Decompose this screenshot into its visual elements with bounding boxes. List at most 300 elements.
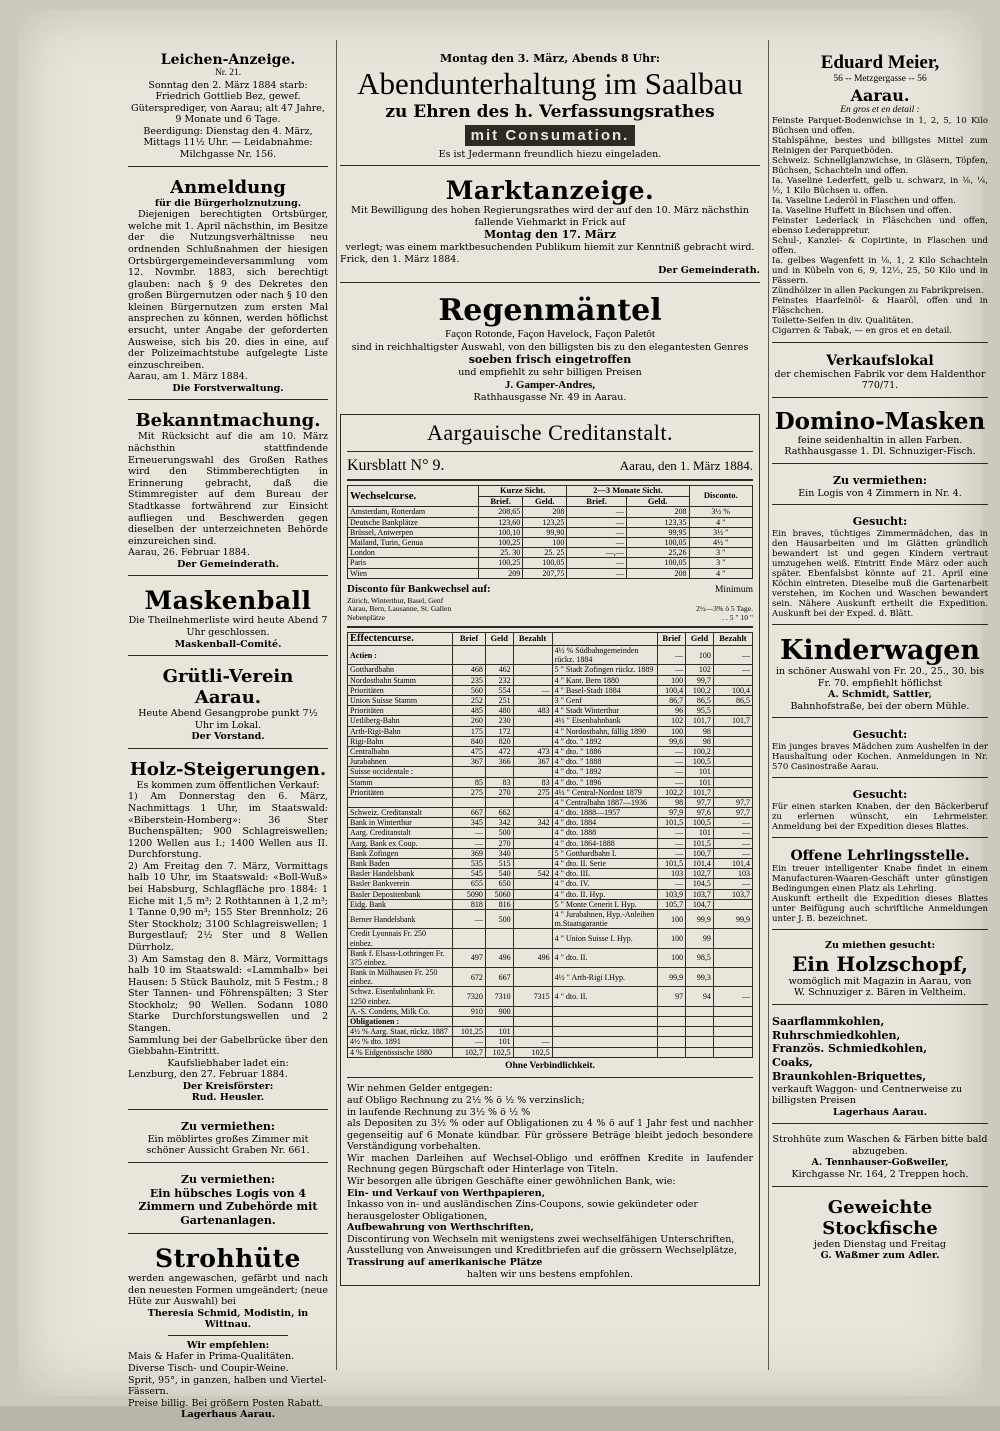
ad-verkaufslokal: [772, 353, 988, 398]
table-row: [348, 838, 753, 848]
cell-right-title: 4 " dto. 1888: [552, 828, 657, 838]
cell: —: [567, 568, 626, 578]
ad-note: Sammlung bei der Gabelbrücke über den Giebbahn-Eintrittt.: [128, 1034, 328, 1058]
ad-zu-vermiethen-2: [128, 1173, 328, 1234]
cell: 123,35: [626, 517, 689, 527]
cell-title: Jurabahnen: [348, 757, 453, 767]
table-row: [348, 1027, 753, 1037]
cell: —: [713, 665, 752, 675]
ad-item: Feinstes Haarfeinöl- & Haaröl, offen und in Fläschchen.: [772, 296, 988, 317]
cell: 101,7: [686, 716, 714, 726]
cell-title: Credit Lyonnais Fr. 250 einbez.: [348, 929, 453, 948]
cell: 102: [686, 665, 714, 675]
cell: 104,7: [686, 899, 714, 909]
table-row: [348, 899, 753, 909]
bank-services-p2: auf Obligo Rechnung zu 2½ % ö ½ % verzinslich;: [347, 1094, 585, 1106]
cell: 99,9: [686, 909, 714, 928]
ad-body-2: Auskunft ertheilt die Expedition dieses Blattes unter Beifügung auch schriftliche Anmeldungen unter J. B. bezeichnet.: [772, 893, 988, 925]
cell: 99,3: [686, 968, 714, 987]
cell: 97,7: [713, 808, 752, 818]
table-row: [348, 706, 753, 716]
bank-services-p6: Wir besorgen alle übrigen Geschäfte einer gewöhnlichen Bank, wie:: [347, 1176, 676, 1187]
cell-title: Bank Zofingen: [348, 848, 453, 858]
ad-zu-vermiethen: [772, 474, 988, 505]
cell: [513, 889, 552, 899]
cell-title: Rigi-Bahn: [348, 736, 453, 746]
ad-gesucht-lehrmeister: [772, 788, 988, 838]
table-row: [348, 675, 753, 685]
cell: 7320: [453, 987, 486, 1006]
cell: 99,6: [657, 736, 685, 746]
cell: 100,5: [686, 757, 714, 767]
table-row: [348, 507, 753, 517]
ad-title: Anmeldung: [170, 176, 286, 198]
cell: 367: [513, 757, 552, 767]
cell: 99,9: [713, 909, 752, 928]
ad-domino-masken: [772, 408, 988, 464]
cell: [485, 797, 513, 807]
cell-title: Schweiz. Creditanstalt: [348, 808, 453, 818]
cell-title: 4 % Eidgenössische 1880: [348, 1047, 453, 1057]
cell: [513, 968, 552, 987]
ad-title: Maskenball: [144, 586, 312, 616]
ad-title: Regenmäntel: [438, 292, 662, 328]
ad-body: Strohhüte zum Waschen & Färben bitte bald abzugeben.: [772, 1134, 988, 1157]
cell: 483: [513, 706, 552, 716]
right-column: [772, 52, 988, 1272]
table-row: [348, 948, 753, 967]
cell-right-title: 4 " dto. II. Hyp.: [552, 889, 657, 899]
cell: 100,10: [479, 527, 523, 537]
ad-body: Ein treuer intelligenter Knabe findet in einem Manufacturen-Waaren-Geschäft unter günstigen Bedingungen einen Platz als Lehrling.: [772, 863, 988, 894]
cell: 94: [686, 987, 714, 1006]
ad-item: Cigarren & Tabak, — en gros et en detail.: [772, 326, 953, 337]
cell: 208,65: [479, 507, 523, 517]
cell: 103: [657, 869, 685, 879]
cell: —: [713, 987, 752, 1006]
cell: 497: [453, 948, 486, 967]
cell-right-title: 3 " Genf: [552, 696, 657, 706]
cell-title: Nordostbahn Stamm: [348, 675, 453, 685]
wechselcurse-label: Wechselcurse.: [348, 485, 479, 507]
cell-title: Suisse occidentale :: [348, 767, 453, 777]
ad-address: Kirchgasse Nr. 164, 2 Treppen hoch.: [791, 1168, 969, 1180]
cell: —: [453, 909, 486, 928]
ad-number: Nr. 21.: [214, 68, 242, 78]
cell: 102,5: [485, 1047, 513, 1057]
bank-services-closing: halten wir uns bestens empfohlen.: [466, 1268, 634, 1280]
ad-gesucht-zimmermaedchen: [772, 515, 988, 625]
cell-right-title: 4 " Nordostbahn, fällig 1890: [552, 726, 657, 736]
ad-line-3: soeben frisch eingetroffen: [468, 353, 632, 367]
bank-services-p5: Wir machen Darleihen auf Wechsel-Obligo und eröffnen Kredite in laufender Rechnung gegen Bürgschaft oder Hinterlage von Titeln.: [347, 1152, 753, 1176]
cell: 275: [453, 787, 486, 797]
table-row: [348, 548, 753, 558]
cell: 3½ ": [689, 527, 752, 537]
cell: 95,5: [686, 706, 714, 716]
cell-title: Uetliberg-Bahn: [348, 716, 453, 726]
cell: 25. 30: [479, 548, 523, 558]
col-geld: Geld.: [523, 496, 567, 507]
cell: 100,2: [686, 685, 714, 695]
table-row: [348, 808, 753, 818]
cell: 910: [453, 1006, 486, 1016]
cell: 100,05: [626, 558, 689, 568]
ad-body: Mit Rücksicht auf die am 10. März nächsthin stattfindende Erneuerungswahl des Großen Rathes wird den Stimmberechtigten in Erinnerung gebracht, daß die Stimmregister auf dem Bureau der Stadtkasse fortwährend zur Einsicht aufliegen und Beschwerden gegen dieselben der unterzeichneten Behörde einzureichen sind.: [128, 431, 328, 547]
ad-body: Ein junges braves Mädchen zum Aushelfen in der Haushaltung oder Kochen. Anmeldungen in Nr. 570 Casinostraße Aarau.: [772, 742, 988, 773]
ad-line-3: Beerdigung: Dienstag den 4. März, Mittags 11½ Uhr. — Leidabnahme: Milchgasse Nr. 156.: [143, 125, 313, 161]
col-brief: Brief: [453, 633, 486, 646]
cell: 545: [453, 869, 486, 879]
cell-place: Mailand, Turin, Genua: [348, 538, 479, 548]
table-row: [348, 646, 753, 665]
ad-title: Strohhüte: [155, 1243, 301, 1273]
cell-right-title: 5 " Monte Cenerit I. Hyp.: [552, 899, 657, 909]
cell: 540: [485, 869, 513, 879]
cell-title: Stamm: [348, 777, 453, 787]
ad-item: Ia. Vaseline Lederfett, gelb u. schwarz, in ⅛, ¼, ½, 1 Kilo Büchsen u. offen.: [772, 176, 988, 197]
cell: 500: [485, 828, 513, 838]
cell: —: [657, 757, 685, 767]
ad-item: Ruhrschmiedkohlen,: [772, 1028, 901, 1042]
bank-service-item: Ein- und Verkauf von Werthpapieren,: [347, 1187, 546, 1199]
cell-right-title: 4½ % Südbahngemeinden rückz. 1884: [552, 646, 657, 665]
cell: 900: [485, 1006, 513, 1016]
ad-title: Zu vermiethen:: [181, 1172, 275, 1186]
ad-item: Zündhölzer in allen Packungen zu Fabrikpreisen.: [772, 286, 984, 297]
event-subtitle: zu Ehren des h. Verfassungsrathes: [385, 101, 715, 122]
table-row: [348, 848, 753, 858]
cell-right-title: 4½ " Eisenbahnbank: [552, 716, 657, 726]
bank-services-p4: als Depositen zu 3½ % oder auf Obligationen zu 4 % ö auf 1 Jahr fest und nachher gegenseitig auf 6 Monate kündbar. Für grössere Beträge bleibt jedoch besondere Verständigung vorbehalten.: [347, 1118, 753, 1153]
cell: 101: [485, 1027, 513, 1037]
cell: 97,7: [686, 797, 714, 807]
cell-title: Bank f. Elsass-Lothringen Fr. 375 einbez.: [348, 948, 453, 967]
ad-title: Ein Holzschopf,: [792, 951, 968, 976]
ad-title: Zu vermiethen:: [181, 1120, 275, 1134]
ad-signature: Der Gemeinderath.: [177, 558, 279, 570]
cell-title: Basler Depositenbank: [348, 889, 453, 899]
disconto-title: Disconto für Bankwechsel auf:: [347, 582, 491, 595]
ad-eduard-meier: [772, 52, 988, 343]
cell: 5090: [453, 889, 486, 899]
cell-right-title: 5 " Gotthardbahn I.: [552, 848, 657, 858]
cell-right-title: 4 " dto. " 1892: [552, 767, 657, 777]
ad-kinderwagen: [772, 635, 988, 718]
cell: 86,5: [686, 696, 714, 706]
cell: 105,7: [657, 899, 685, 909]
cell: 100,4: [657, 685, 685, 695]
ad-body: womöglich mit Magazin in Aarau, von: [788, 975, 972, 987]
cell: —: [657, 848, 685, 858]
table-row: [348, 736, 753, 746]
ad-title: Bekanntmachung.: [135, 410, 321, 432]
cell: 3 ": [689, 558, 752, 568]
cell-right-title: 4 " dto. " 1886: [552, 746, 657, 756]
cell: 100: [657, 929, 685, 948]
cell: [513, 767, 552, 777]
cell: 4½ ": [689, 538, 752, 548]
effectencurse-footer: Ohne Verbindlichkeit.: [505, 1060, 595, 1071]
table-row: [348, 828, 753, 838]
cell: 270: [485, 787, 513, 797]
event-consumation-banner: mit Consumation.: [465, 125, 636, 146]
cell-right-title: 4 " dto. 1888—1957: [552, 808, 657, 818]
cell: 99,9: [657, 968, 685, 987]
cell: —: [567, 507, 626, 517]
cell: 25. 25: [523, 548, 567, 558]
cell: —: [657, 767, 685, 777]
cell: 480: [485, 706, 513, 716]
ad-note: verkauft Waggon- und Centnerweise zu billigsten Preisen: [772, 1083, 963, 1107]
ad-kohlen: [772, 1015, 988, 1124]
col-bezahlt: Bezahlt: [513, 633, 552, 646]
cell: 100: [657, 726, 685, 736]
cell: [713, 968, 752, 987]
cell: [513, 848, 552, 858]
cell: 100: [686, 646, 714, 665]
cell: 208: [523, 507, 567, 517]
col-group-disconto: Disconto.: [689, 485, 752, 507]
ad-body: Diejenigen berechtigten Ortsbürger, welche mit 1. April nächsthin, im Besitze der die Nutzungsverhältnisse neu ordnenden Schlußnahmen der hiesigen Ortsbürgergemeindeversammlung vom 12. Novmbr. 1883, sich berechtigt glauben: nach § 9 des Dekretes den großen Bürgernutzen oder nach § 10 den kleinen Bürgernutzen zum ersten Mal ansprechen zu können, werden höflichst ersucht, unter Angabe der geforderten Ausweise, sich bis 20. dies in eine, auf der Polizeimachtstube aufgelegte Liste einzuschreiben.: [128, 209, 328, 371]
cell: [485, 767, 513, 777]
ad-signature: A. Schmidt, Sattler,: [828, 689, 932, 701]
cell: [453, 929, 486, 948]
ad-signature-role: Der Kreisförster:: [182, 1080, 274, 1092]
cell-title: 4½ % Aarg. Staat, rückz. 1887: [348, 1027, 453, 1037]
ad-title: Verkaufslokal: [826, 352, 934, 369]
cell: [713, 787, 752, 797]
cell: 103,7: [686, 889, 714, 899]
cell: 123,60: [479, 517, 523, 527]
cell: 554: [485, 685, 513, 695]
cell-right-title: 4 " dto. IV.: [552, 879, 657, 889]
table-row: [348, 746, 753, 756]
col-geld: Geld.: [626, 496, 689, 507]
table-row: [348, 929, 753, 948]
ad-title: Offene Lehrlingsstelle.: [790, 847, 970, 864]
ad-item: Feinste Parquet-Bodenwichse in 1, 2, 5, 10 Kilo Büchsen und offen.: [772, 116, 988, 137]
ad-leichen-anzeige: [128, 52, 328, 167]
cell: [513, 909, 552, 928]
cell: [513, 899, 552, 909]
cell: [713, 777, 752, 787]
cell: [713, 757, 752, 767]
disconto-minimum-label: Minimum: [714, 584, 753, 595]
cell-right-title: 4 " dto. 1884: [552, 818, 657, 828]
section-obligationen: Obligationen :: [348, 1017, 453, 1027]
cell: [513, 726, 552, 736]
table-row: [348, 1017, 753, 1027]
cell: 96: [657, 706, 685, 716]
table-row: [348, 869, 753, 879]
ad-body: Ein hübsches Logis von 4 Zimmern und Zubehörde mit Gartenanlagen.: [138, 1186, 318, 1228]
cell-title: Basler Handelsbank: [348, 869, 453, 879]
cell: 100: [657, 675, 685, 685]
cell: 97,9: [657, 808, 685, 818]
cell: [513, 736, 552, 746]
cell: [513, 797, 552, 807]
cell: 667: [453, 808, 486, 818]
cell: 101: [686, 777, 714, 787]
cell: [513, 808, 552, 818]
cell: [713, 948, 752, 967]
cell: [513, 859, 552, 869]
cell: 366: [485, 757, 513, 767]
ad-line-2: sind in reichhaltigster Auswahl, von den billigsten bis zu den elegantesten Genres: [351, 341, 749, 353]
table-row: [348, 797, 753, 807]
cell: —: [713, 838, 752, 848]
cell: 496: [485, 948, 513, 967]
ad-item: Ia. gelbes Wagenfett in ⅛, 1, 2 Kilo Schachteln und in Kübeln von 6, 9, 12½, 25, 50 Kilo und in Fässern.: [772, 256, 988, 287]
cell: 515: [485, 859, 513, 869]
col-brief: Brief: [657, 633, 685, 646]
disconto-row-place: Zürich, Winterthur, Basel, Genf: [347, 595, 444, 605]
cell: [513, 716, 552, 726]
cell: —: [567, 517, 626, 527]
bank-service-item: Inkasso von in- und ausländischen Zins-Coupons, sowie gekündeter oder herausgeloster Obligationen,: [347, 1199, 698, 1222]
ad-abendunterhaltung: [340, 52, 760, 166]
cell: [713, 929, 752, 948]
table-row: [348, 696, 753, 706]
cell: —: [713, 848, 752, 858]
cell: 97,7: [713, 797, 752, 807]
cell: 101,5: [686, 838, 714, 848]
ad-maskenball: [128, 586, 328, 656]
ad-stockfische: [772, 1197, 988, 1262]
cell: 7315: [513, 987, 552, 1006]
ad-item: Ia. Vaseline Huffett in Büchsen und offen.: [772, 206, 952, 217]
cell: —: [713, 646, 752, 665]
table-row: [348, 879, 753, 889]
ad-holz-steigerungen: [128, 759, 328, 1110]
table-row: [348, 685, 753, 695]
left-column: [128, 52, 328, 1431]
ad-title: Kinderwagen: [779, 635, 981, 667]
cell: [713, 767, 752, 777]
cell: 475: [453, 746, 486, 756]
cell: 175: [453, 726, 486, 736]
ad-body: Die Theilnehmerliste wird heute Abend 7 Uhr geschlossen.: [128, 615, 328, 638]
cell: [513, 929, 552, 948]
cell: 97,6: [686, 808, 714, 818]
ad-bekanntmachung: [128, 410, 328, 576]
cell: [713, 675, 752, 685]
ad-address: 56 -- Metzgergasse -- 56: [833, 74, 927, 84]
ad-gruetli-verein: [128, 666, 328, 749]
ad-regenmaentel: [340, 293, 760, 404]
ad-body: jeden Dienstag und Freitag: [814, 1238, 946, 1250]
cell: 100,4: [713, 685, 752, 695]
ad-body: Ein möblirtes großes Zimmer mit schöner Aussicht Graben Nr. 661.: [146, 1133, 310, 1157]
ad-line-4: und empfiehlt zu sehr billigen Preisen: [458, 367, 642, 379]
ad-signature: G. Waßmer zum Adler.: [820, 1250, 940, 1262]
cell-title: 4½ % dto. 1891: [348, 1037, 453, 1047]
ad-item: Schul-, Kanzlei- & Copirtinte, in Flaschen und offen.: [772, 236, 988, 257]
cell-title: [348, 797, 453, 807]
cell: —: [567, 558, 626, 568]
cell-right-title: 4½ " Arth-Rigi I.Hyp.: [552, 968, 657, 987]
cell: 86,7: [657, 696, 685, 706]
cell: 472: [485, 746, 513, 756]
cell: 251: [485, 696, 513, 706]
cell-title: Union Suisse Stamm: [348, 696, 453, 706]
page-sheet: [18, 10, 988, 1421]
cell: 100: [657, 909, 685, 928]
cell: 208: [626, 568, 689, 578]
ad-signature: Rathhausgasse 1. Dl. Schnuziger-Fisch.: [784, 446, 976, 458]
cell: 367: [453, 757, 486, 767]
cell: 342: [513, 818, 552, 828]
ad-subtitle: für die Bürgerholznutzung.: [154, 197, 302, 209]
cell-title: Centralbahn: [348, 746, 453, 756]
table-row: [348, 909, 753, 928]
cell: 207,75: [523, 568, 567, 578]
cell-title: Aarg. Creditanstalt: [348, 828, 453, 838]
cell-title: Prioritäten: [348, 685, 453, 695]
cell: 560: [453, 685, 486, 695]
cell: 104,5: [686, 879, 714, 889]
cell: 101,7: [713, 716, 752, 726]
cell-right-title: 4 " dto. II.: [552, 948, 657, 967]
cell: 85: [453, 777, 486, 787]
cell: 98: [686, 726, 714, 736]
ad-recommend-item: Diverse Tisch- und Coupir-Weine.: [128, 1363, 289, 1374]
disconto-row-rate: . . 5 " 10 ": [722, 612, 753, 622]
ad-title: Zu vermiethen:: [833, 473, 927, 487]
cell: [513, 665, 552, 675]
cell: 473: [513, 746, 552, 756]
cell-title: Schwz. Eisenbahnbank Fr. 1250 einbez.: [348, 987, 453, 1006]
cell: —: [657, 879, 685, 889]
disconto-row-place: Nebenplätze: [347, 612, 385, 622]
cell-right-title: 4 " dto. " 1888: [552, 757, 657, 767]
cell: 542: [513, 869, 552, 879]
cell-right-title: 4 " dto. " 1896: [552, 777, 657, 787]
cell-place: Wien: [348, 568, 479, 578]
bank-title: Aargauische Creditanstalt.: [427, 419, 673, 445]
cell: 103,7: [713, 889, 752, 899]
ad-line-1: Façon Rotonde, Façon Havelock, Façon Paletôt: [445, 327, 655, 340]
effectencurse-label: Effectencurse.: [348, 633, 453, 646]
cell: —: [657, 646, 685, 665]
cell: 535: [453, 859, 486, 869]
cell: 468: [453, 665, 486, 675]
cell: 123,25: [523, 517, 567, 527]
cell-title: Bank Baden: [348, 859, 453, 869]
ad-body: feine seidenhaltin in allen Farben.: [797, 434, 963, 446]
cell-title: Prioritäten: [348, 787, 453, 797]
cell-title: Basler Bankverein: [348, 879, 453, 889]
ad-item: 2) Am Freitag den 7. März, Vormittags halb 10 Uhr, im Staatswald: «Boll-Wuß» bei Habsburg, Schlagfläche pro 1884: 1 Eiche mit 1,5 m³; 2 Rothtannen à 1,2 m³; 1 Tanne 0,90 m³; 155 Ster Brennholz; 26 Ster Stockholz; 3100 Schlagreiswellen; 1 Burgestlauf; 2½ Ster und 8 Wellen Dürrholz.: [128, 860, 328, 953]
disconto-row-rate: 2½—3% ö 5 Tage.: [696, 604, 753, 614]
cell-right-title: 4 " Centralbahn 1887—1936: [552, 797, 657, 807]
cell: 99,90: [523, 527, 567, 537]
ad-body: Ein braves, tüchtiges Zimmermädchen, das in den Hausarbeiten und im Glätten gründlich bewandert ist und gegen Kindern vertraut umzugehen weiß. Eintritt Ende März oder auch später. Ebenfalsbst könnte auf 21. April eine Köchin eintreten. Dieselbe muß die Gartenarbeit verstehen, im Kochen und Waschen bewandert sein. Nähere Auskunft ertheilt die Expedition. Auskunft bei der Exped. d. Blätt.: [772, 528, 988, 620]
cell: 172: [485, 726, 513, 736]
ad-signature: Theresia Schmid, Modistin, in Wittnau.: [147, 1307, 309, 1331]
cell-right-title: 4 " dto. 1864-1888: [552, 838, 657, 848]
cell: —: [453, 838, 486, 848]
cell: —: [453, 1037, 486, 1047]
event-kicker: Montag den 3. März, Abends 8 Uhr:: [440, 52, 660, 65]
table-row: [348, 757, 753, 767]
ad-signature-2: Lagerhaus Aarau.: [180, 1409, 276, 1421]
cell: 4 ": [689, 568, 752, 578]
cell-right-title: 4 " Jurabahnen, Hyp.-Anleihen m.Staatsgarantie: [552, 909, 657, 928]
cell: [513, 838, 552, 848]
cell-title: Berner Handelsbank: [348, 909, 453, 928]
